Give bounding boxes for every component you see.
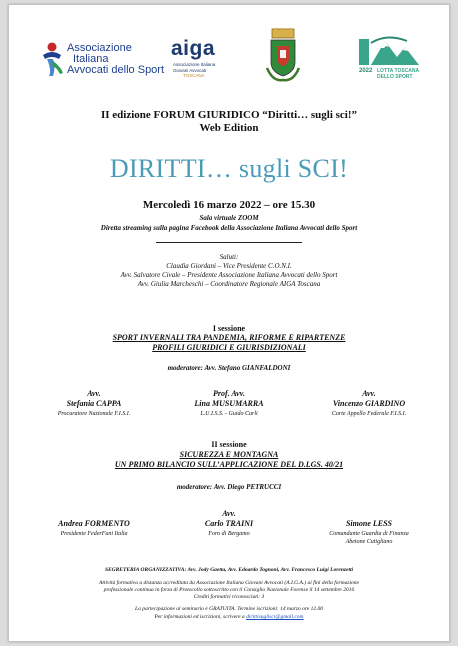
- aiga-logo: [169, 38, 239, 80]
- forum-year: 2022: [359, 68, 373, 74]
- mountain-icon: [357, 35, 421, 67]
- accreditation-2: professionale continua in forza di Protocollo sottoscritto con il Consiglio Nazionale Forense il 14 settembre 2016: [103, 587, 355, 593]
- aiavs-logo: [39, 41, 165, 81]
- speaker-traini: [164, 509, 294, 538]
- email-link[interactable]: dirittisuglisci@gmail.com: [246, 614, 304, 620]
- speaker-musumarra: [159, 389, 299, 418]
- speaker-title: Avv.: [362, 389, 376, 398]
- speaker-title: Prof. Avv.: [213, 389, 245, 398]
- speaker-name: Stefania CAPPA: [66, 399, 122, 408]
- session2-title-2: UN PRIMO BILANCIO SULL’APPLICAZIONE DEL D.LGS. 40/21: [114, 460, 344, 469]
- event-subtitle: Web Edition: [199, 122, 259, 134]
- session2-title-1: SICUREZZA E MONTAGNA: [179, 450, 279, 459]
- speaker-title: Avv.: [222, 509, 236, 518]
- speaker-giardino: [299, 389, 439, 418]
- big-title: DIRITTI… sugli SCI!: [109, 154, 349, 183]
- streaming-note: Diretta streaming sulla pagina Facebook della Associazione Italiana Avvocati dello Sport: [100, 224, 358, 232]
- speaker-role: Foro di Bergamo: [208, 531, 250, 537]
- speaker-role: Comandante Guardia di Finanza: [329, 531, 409, 537]
- speaker-name: Vincenzo GIARDINO: [332, 399, 406, 408]
- speaker-name: Lina MUSUMARRA: [194, 399, 264, 408]
- speaker-role: L.U.I.S.S. - Guido Carli: [200, 411, 258, 417]
- speaker-role: Corte Appello Federale F.I.S.I.: [331, 411, 407, 417]
- forum-logo: [357, 35, 421, 79]
- event-title: II edizione FORUM GIURIDICO “Diritti… sugli sci!”: [100, 109, 358, 121]
- aiga-wordmark: aiga: [171, 37, 216, 60]
- athlete-icon: [39, 41, 65, 77]
- speaker-cappa: [19, 389, 169, 418]
- aiavs-line1: Associazione: [67, 42, 132, 54]
- session2-moderator: moderatore: Avv. Diego PETRUCCI: [176, 483, 282, 491]
- session1-title-1: SPORT INVERNALI TRA PANDEMIA, RIFORME E RIPARTENZE: [112, 333, 346, 342]
- document-page: [8, 4, 450, 642]
- contact-line: [9, 614, 449, 621]
- saluti-line-1: Claudia Giordani – Vice Presidente C.O.N.I.: [166, 262, 292, 270]
- credits-note: Crediti formativi riconosciuti: 3: [193, 594, 265, 600]
- forum-right-line2: DELLO SPORT: [377, 74, 413, 80]
- event-room: Sala virtuale ZOOM: [199, 214, 259, 222]
- speaker-title: [29, 509, 159, 519]
- saluti-label: Saluti:: [219, 253, 239, 261]
- accreditation-1: Attività formativa a distanza accreditata da Associazione Italiana Giovani Avvocati (A.I.G.A.) ai fini della formazione: [99, 580, 359, 586]
- speaker-name: Andrea FORMENTO: [58, 519, 130, 528]
- saluti-line-2: Avv. Salvatore Civale – Presidente Associazione Italiana Avvocati dello Sport: [120, 271, 338, 279]
- aiga-sub1: Associazione Italiana: [173, 62, 216, 67]
- speaker-title: Avv.: [87, 389, 101, 398]
- speaker-less: [299, 509, 439, 546]
- speaker-title: [299, 509, 439, 519]
- speaker-role-2: Abetone Cutigliano: [345, 539, 393, 545]
- speaker-name: Carlo TRAINI: [204, 519, 254, 528]
- aiga-sub3: TOSCANA: [183, 73, 205, 78]
- session1-label: I sessione: [212, 324, 246, 333]
- speaker-formento: [29, 509, 159, 538]
- event-date: Mercoledì 16 marzo 2022 – ore 15.30: [142, 199, 316, 211]
- divider: [156, 242, 302, 243]
- session1-moderator: moderatore: Avv. Stefano GIANFALDONI: [167, 364, 291, 372]
- forum-right-line1: LOTTA TOSCANA: [377, 68, 420, 74]
- speaker-role: Presidente FederFuni Italia: [60, 531, 128, 537]
- aiga-sub2: Giovani Avvocati: [173, 67, 207, 73]
- saluti-line-3: Avv. Giulia Marcheschi – Coordinatore Regionale AIGA Toscana: [137, 280, 321, 288]
- coat-of-arms-icon: [263, 28, 303, 84]
- session2-label: II sessione: [211, 440, 247, 449]
- free-participation-note: La partecipazione al seminario è GRATUITA. Termine iscrizioni: 14 marzo ore 12.00: [135, 606, 323, 612]
- aiavs-line2: Italiana: [73, 53, 109, 65]
- speaker-name: Simone LESS: [345, 519, 392, 528]
- session1-title-2: PROFILI GIURIDICI E GIURISDIZIONALI: [152, 343, 306, 352]
- aiavs-line3: Avvocati dello Sport: [67, 64, 165, 76]
- contact-prefix: Per informazioni ed iscrizioni, scrivere a: [154, 614, 247, 620]
- speaker-role: Procuratore Nazionale F.I.S.I.: [57, 411, 131, 417]
- secretariat: SEGRETERIA ORGANIZZATIVA: Avv. Jody Gaetta, Avv. Edoardo Tognoni, Avv. Francesco Luigi Lorenzetti: [104, 567, 354, 573]
